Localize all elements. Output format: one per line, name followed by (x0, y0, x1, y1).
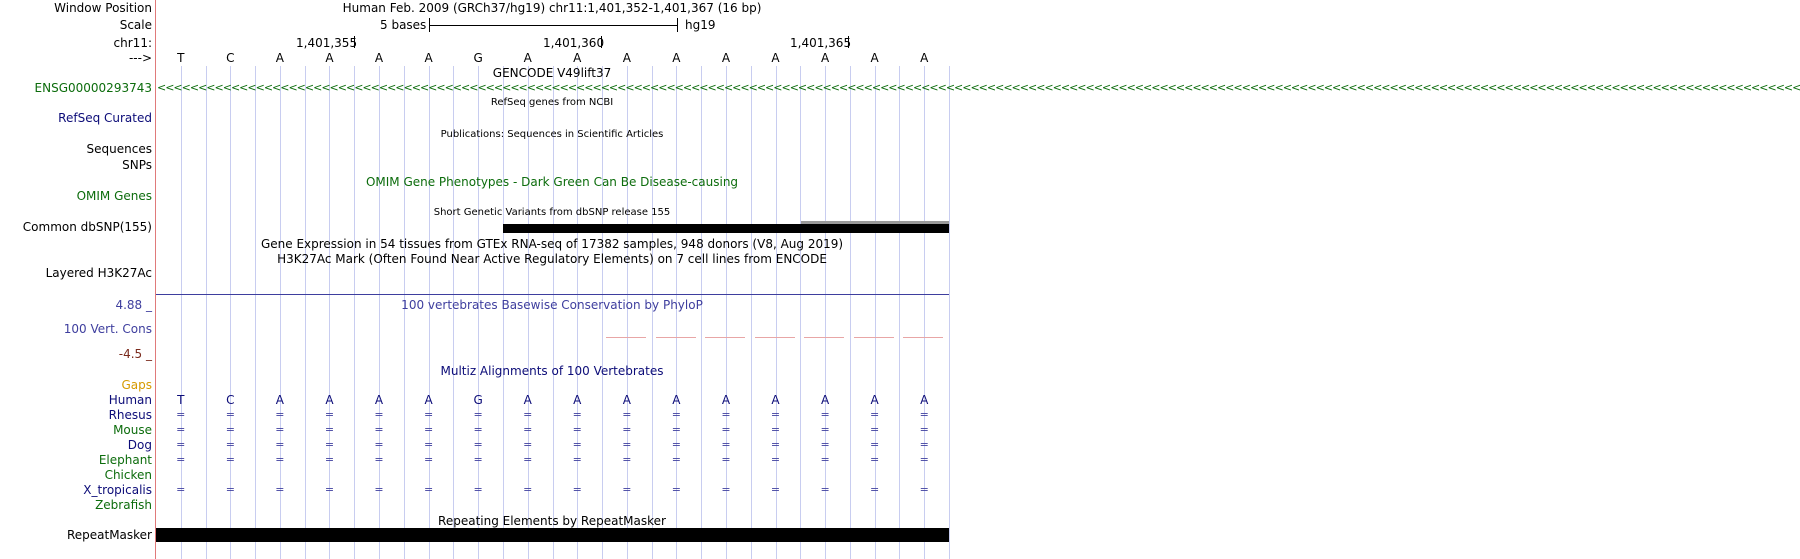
aligned-match-symbol: = (572, 423, 582, 436)
h3k27ac-track-title[interactable]: H3K27Ac Mark (Often Found Near Active Regulatory Elements) on 7 cell lines from ENCODE (277, 252, 827, 266)
aligned-match-symbol: = (523, 453, 533, 466)
aligned-base: A (325, 393, 334, 407)
aligned-base: A (820, 393, 830, 407)
sequences-label[interactable]: Sequences (86, 142, 152, 156)
aligned-match-symbol: = (671, 408, 682, 421)
aligned-match-symbol: = (473, 423, 483, 436)
aligned-match-symbol: = (770, 453, 781, 466)
phylop-value-dash (656, 337, 696, 338)
aligned-match-symbol: = (523, 483, 533, 496)
phylop-value-dash (755, 337, 795, 338)
aligned-base: A (721, 393, 731, 407)
grid-line (354, 66, 355, 559)
aligned-match-symbol: = (671, 438, 682, 451)
repeatmasker-element-bar[interactable] (156, 528, 949, 542)
refseq-track-title[interactable]: RefSeq genes from NCBI (490, 97, 614, 108)
aligned-match-symbol: = (374, 438, 384, 451)
base-letter: A (573, 51, 582, 65)
phylop-value-dash (705, 337, 745, 338)
species-label[interactable]: Human (108, 393, 152, 407)
species-label[interactable]: Rhesus (108, 408, 152, 422)
aligned-match-symbol: = (176, 453, 186, 466)
coordinate-tick-label: 1,401,360 (543, 36, 605, 50)
aligned-match-symbol: = (721, 423, 731, 436)
aligned-match-symbol: = (423, 483, 434, 496)
aligned-match-symbol: = (473, 438, 483, 451)
grid-line (949, 66, 950, 559)
aligned-base: A (275, 393, 285, 407)
gencode-gene-feature[interactable]: <<<<<<<<<<<<<<<<<<<<<<<<<<<<<<<<<<<<<<<<<<<<<<<<<<<<<<<<<<<<<<<<<<<<<<<<<<<<<<<<<<<<<<<<<<<<<<<<<<<<<<<<<<<<<<<<<<<<<<<<<<<<<<<<<<<<<<<<<<<<<<<<<<<<<<<<<<<<<<<<<<<<<<<<<<<<<<<<<<<<<<<<<<<<<<<<<<<<<<<< (157, 81, 1800, 94)
aligned-match-symbol: = (324, 453, 335, 466)
phylop-max-label: 4.88 _ (115, 298, 152, 312)
grid-line (255, 66, 256, 559)
aligned-match-symbol: = (770, 408, 781, 421)
aligned-match-symbol: = (870, 483, 880, 496)
aligned-match-symbol: = (225, 483, 235, 496)
publications-track-title[interactable]: Publications: Sequences in Scientific Articles (440, 129, 664, 140)
dbsnp-variant-bar-end[interactable] (801, 224, 949, 233)
phylop-value-dash (854, 337, 894, 338)
aligned-match-symbol: = (622, 438, 632, 451)
grid-line (404, 66, 405, 559)
grid-line (701, 66, 702, 559)
gencode-gene-label[interactable]: ENSG00000293743 (34, 81, 152, 95)
scale-label: Scale (119, 18, 152, 32)
aligned-match-symbol: = (671, 423, 682, 436)
aligned-match-symbol: = (919, 453, 929, 466)
coordinate-tick-label: 1,401,355 (296, 36, 358, 50)
base-letter: A (820, 51, 830, 65)
aligned-match-symbol: = (523, 438, 533, 451)
aligned-match-symbol: = (820, 483, 830, 496)
aligned-match-symbol: = (176, 423, 186, 436)
grid-line (800, 66, 801, 559)
aligned-base: A (920, 393, 929, 407)
aligned-match-symbol: = (770, 438, 781, 451)
repeatmasker-label[interactable]: RepeatMasker (66, 528, 152, 542)
aligned-match-symbol: = (225, 423, 235, 436)
aligned-match-symbol: = (423, 453, 434, 466)
phylop-value-dash (606, 337, 646, 338)
aligned-match-symbol: = (721, 453, 731, 466)
aligned-match-symbol: = (622, 483, 632, 496)
aligned-match-symbol: = (919, 483, 929, 496)
base-letter: A (424, 51, 433, 65)
base-letter: A (672, 51, 681, 65)
aligned-match-symbol: = (324, 423, 335, 436)
base-letter: A (771, 51, 780, 65)
aligned-match-symbol: = (423, 438, 434, 451)
aligned-match-symbol: = (324, 438, 335, 451)
aligned-match-symbol: = (225, 453, 235, 466)
aligned-match-symbol: = (374, 453, 384, 466)
phylop-track-title[interactable]: 100 vertebrates Basewise Conservation by PhyloP (401, 298, 703, 312)
grid-line (305, 66, 306, 559)
aligned-base: A (622, 393, 631, 407)
aligned-match-symbol: = (473, 453, 483, 466)
aligned-match-symbol: = (275, 483, 285, 496)
aligned-base: A (523, 393, 532, 407)
aligned-match-symbol: = (374, 408, 384, 421)
dbsnp-label[interactable]: Common dbSNP(155) (22, 220, 152, 234)
aligned-match-symbol: = (324, 408, 335, 421)
species-label[interactable]: Elephant (98, 453, 152, 467)
aligned-base: A (672, 393, 681, 407)
aligned-match-symbol: = (671, 453, 682, 466)
aligned-match-symbol: = (572, 438, 582, 451)
dbsnp-variant-bar[interactable] (503, 224, 801, 233)
assembly-position-text: Human Feb. 2009 (GRCh37/hg19) chr11:1,401,352-1,401,367 (16 bp) (342, 1, 762, 15)
aligned-match-symbol: = (770, 483, 781, 496)
scale-bar (429, 25, 677, 26)
aligned-match-symbol: = (523, 423, 533, 436)
aligned-match-symbol: = (572, 483, 582, 496)
phylop-value-dash (804, 337, 844, 338)
aligned-match-symbol: = (721, 438, 731, 451)
aligned-match-symbol: = (820, 453, 830, 466)
base-letter: A (275, 51, 285, 65)
aligned-match-symbol: = (225, 408, 235, 421)
aligned-match-symbol: = (176, 483, 186, 496)
aligned-match-symbol: = (473, 483, 483, 496)
aligned-match-symbol: = (671, 483, 682, 496)
aligned-match-symbol: = (622, 408, 632, 421)
aligned-match-symbol: = (919, 408, 929, 421)
dbsnp-track-title[interactable]: Short Genetic Variants from dbSNP release 155 (433, 207, 671, 218)
gencode-track-title[interactable]: GENCODE V49lift37 (492, 66, 612, 80)
snps-label[interactable]: SNPs (122, 158, 152, 172)
aligned-match-symbol: = (374, 423, 384, 436)
aligned-match-symbol: = (275, 423, 285, 436)
aligned-match-symbol: = (622, 423, 632, 436)
grid-line (850, 66, 851, 559)
aligned-base: C (226, 393, 235, 407)
aligned-match-symbol: = (374, 483, 384, 496)
aligned-base: A (870, 393, 879, 407)
refseq-curated-label[interactable]: RefSeq Curated (58, 111, 152, 125)
aligned-match-symbol: = (275, 408, 285, 421)
omim-genes-label[interactable]: OMIM Genes (76, 189, 152, 203)
base-letter: A (721, 51, 731, 65)
base-letter: A (870, 51, 879, 65)
phylop-min-label: -4.5 _ (118, 347, 152, 361)
coordinate-tick (354, 36, 355, 48)
grid-line (899, 66, 900, 559)
aligned-base: A (573, 393, 582, 407)
h3k27ac-label[interactable]: Layered H3K27Ac (45, 266, 152, 280)
aligned-match-symbol: = (523, 408, 533, 421)
aligned-match-symbol: = (870, 423, 880, 436)
strand-label: ---> (128, 51, 152, 65)
track-image-left-border (155, 0, 156, 559)
base-letter: A (523, 51, 532, 65)
aligned-match-symbol: = (820, 423, 830, 436)
gaps-label[interactable]: Gaps (121, 378, 152, 392)
aligned-match-symbol: = (870, 408, 880, 421)
coordinate-tick (601, 36, 602, 48)
aligned-base: A (771, 393, 780, 407)
aligned-match-symbol: = (770, 423, 781, 436)
aligned-match-symbol: = (870, 438, 880, 451)
multiz-track-title[interactable]: Multiz Alignments of 100 Vertebrates (440, 364, 664, 378)
aligned-match-symbol: = (820, 408, 830, 421)
aligned-match-symbol: = (225, 438, 235, 451)
species-label[interactable]: X_tropicalis (83, 483, 152, 497)
phylop-track-label[interactable]: 100 Vert. Cons (63, 322, 152, 336)
aligned-match-symbol: = (721, 408, 731, 421)
aligned-match-symbol: = (176, 438, 186, 451)
phylop-top-axis-line (156, 294, 949, 295)
omim-track-title[interactable]: OMIM Gene Phenotypes - Dark Green Can Be Disease-causing (365, 175, 739, 189)
aligned-match-symbol: = (919, 438, 929, 451)
coordinate-tick (848, 36, 849, 48)
aligned-match-symbol: = (176, 408, 186, 421)
scale-db: hg19 (685, 18, 716, 32)
aligned-match-symbol: = (423, 423, 434, 436)
species-label[interactable]: Zebrafish (95, 498, 152, 512)
aligned-match-symbol: = (622, 453, 632, 466)
aligned-match-symbol: = (820, 438, 830, 451)
aligned-match-symbol: = (473, 408, 483, 421)
species-label[interactable]: Mouse (113, 423, 152, 437)
aligned-match-symbol: = (423, 408, 434, 421)
gtex-track-title[interactable]: Gene Expression in 54 tissues from GTEx RNA-seq of 17382 samples, 948 donors (V8, Aug 2019) (260, 237, 844, 251)
species-label[interactable]: Chicken (104, 468, 152, 482)
phylop-value-dash (903, 337, 943, 338)
scale-bar-right-cap (677, 18, 678, 32)
aligned-base: A (424, 393, 433, 407)
aligned-match-symbol: = (275, 453, 285, 466)
base-letter: T (177, 51, 185, 65)
aligned-match-symbol: = (919, 423, 929, 436)
aligned-base: A (374, 393, 384, 407)
aligned-match-symbol: = (572, 408, 582, 421)
chromosome-label: chr11: (113, 36, 152, 50)
repeatmasker-track-title[interactable]: Repeating Elements by RepeatMasker (438, 514, 666, 528)
aligned-match-symbol: = (275, 438, 285, 451)
aligned-match-symbol: = (721, 483, 731, 496)
aligned-match-symbol: = (324, 483, 335, 496)
grid-line (751, 66, 752, 559)
aligned-match-symbol: = (870, 453, 880, 466)
base-letter: A (325, 51, 334, 65)
aligned-match-symbol: = (572, 453, 582, 466)
window-position-label: Window Position (54, 1, 152, 15)
coordinate-tick-label: 1,401,365 (790, 36, 852, 50)
scale-bar-left-cap (429, 18, 430, 32)
grid-line (206, 66, 207, 559)
base-letter: C (226, 51, 235, 65)
aligned-base: G (473, 393, 483, 407)
species-label[interactable]: Dog (127, 438, 152, 452)
base-letter: A (622, 51, 631, 65)
base-letter: A (920, 51, 929, 65)
aligned-base: T (177, 393, 185, 407)
base-letter: G (473, 51, 483, 65)
base-letter: A (374, 51, 384, 65)
scale-text: 5 bases (380, 18, 427, 32)
